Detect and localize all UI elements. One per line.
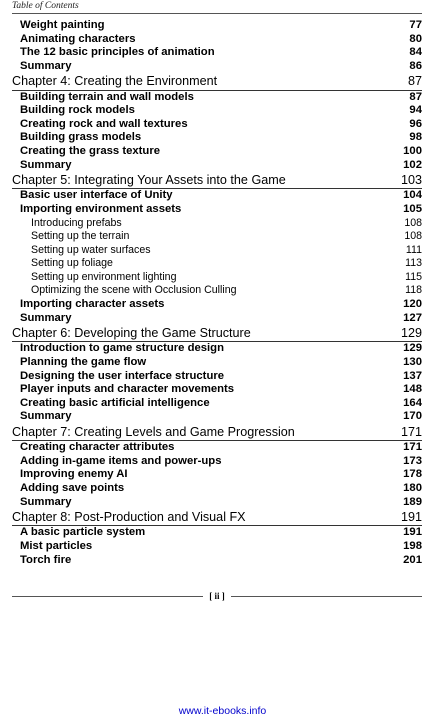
entry-title: Setting up foliage: [31, 257, 113, 270]
entry-title: Importing character assets: [20, 298, 165, 311]
table-of-contents: [12, 19, 422, 567]
section-entry[interactable]: [12, 91, 422, 105]
chapter-entry[interactable]: [12, 73, 422, 90]
section-entry[interactable]: [12, 298, 422, 312]
entry-title: Setting up the terrain: [31, 230, 130, 243]
entry-page-number: 87: [409, 90, 422, 103]
entry-title: Summary: [20, 158, 72, 171]
entry-page-number: 171: [403, 441, 422, 454]
section-entry[interactable]: [12, 46, 422, 60]
running-head: Table of Contents: [12, 1, 79, 11]
section-entry[interactable]: [12, 468, 422, 482]
entry-title: Basic user interface of Unity: [20, 189, 173, 202]
entry-title: Chapter 4: Creating the Environment: [12, 74, 218, 89]
entry-title: Improving enemy AI: [20, 468, 128, 481]
entry-page-number: 170: [403, 410, 422, 423]
entry-page-number: 201: [403, 553, 422, 566]
footer-rule-left: [12, 596, 203, 597]
entry-page-number: 115: [405, 270, 422, 283]
entry-title: The 12 basic principles of animation: [20, 46, 215, 59]
footer-rule-right: [231, 596, 422, 597]
subsection-entry[interactable]: [12, 244, 422, 258]
entry-page-number: 111: [405, 243, 422, 256]
entry-title: Introduction to game structure design: [20, 342, 224, 355]
entry-title: Setting up environment lighting: [31, 270, 177, 283]
entry-page-number: 86: [409, 59, 422, 72]
entry-page-number: 84: [409, 46, 422, 59]
entry-title: Designing the user interface structure: [20, 369, 225, 382]
entry-page-number: 100: [403, 144, 422, 157]
entry-page-number: 180: [403, 481, 422, 494]
subsection-entry[interactable]: [12, 217, 422, 231]
section-entry[interactable]: [12, 397, 422, 411]
entry-title: Summary: [20, 410, 72, 423]
section-entry[interactable]: [12, 19, 422, 33]
section-entry[interactable]: [12, 33, 422, 47]
entry-title: Weight painting: [20, 19, 105, 31]
section-entry[interactable]: [12, 203, 422, 217]
entry-page-number: 94: [409, 104, 422, 117]
entry-title: Importing environment assets: [20, 202, 182, 215]
entry-title: Torch fire: [20, 553, 72, 566]
section-entry[interactable]: [12, 356, 422, 370]
entry-page-number: 108: [404, 230, 422, 243]
entry-title: Creating the grass texture: [20, 144, 160, 157]
entry-title: Animating characters: [20, 32, 136, 45]
entry-page-number: 164: [403, 396, 422, 409]
entry-title: Creating character attributes: [20, 441, 175, 454]
entry-page-number: 118: [405, 284, 422, 297]
chapter-entry[interactable]: [12, 325, 422, 342]
entry-title: Player inputs and character movements: [20, 383, 235, 396]
entry-page-number: 129: [400, 326, 422, 341]
subsection-entry[interactable]: [12, 271, 422, 285]
section-entry[interactable]: [12, 104, 422, 118]
entry-title: Summary: [20, 311, 72, 324]
entry-page-number: 80: [409, 32, 422, 45]
entry-page-number: 137: [403, 369, 422, 382]
section-entry[interactable]: [12, 159, 422, 173]
section-entry[interactable]: [12, 312, 422, 326]
entry-page-number: 87: [407, 74, 422, 89]
entry-title: Creating rock and wall textures: [20, 117, 188, 130]
entry-title: Summary: [20, 495, 72, 508]
entry-page-number: 113: [405, 257, 422, 270]
entry-title: Setting up water surfaces: [31, 243, 151, 256]
entry-page-number: 148: [403, 383, 422, 396]
chapter-entry[interactable]: [12, 424, 422, 441]
entry-page-number: 102: [403, 158, 422, 171]
section-entry[interactable]: [12, 441, 422, 455]
entry-page-number: 171: [400, 425, 422, 439]
subsection-entry[interactable]: [12, 230, 422, 244]
section-entry[interactable]: [12, 455, 422, 469]
chapter-entry[interactable]: [12, 509, 422, 526]
entry-page-number: 105: [403, 202, 422, 215]
section-entry[interactable]: [12, 410, 422, 424]
section-entry[interactable]: [12, 145, 422, 159]
entry-title: A basic particle system: [20, 526, 146, 539]
entry-title: Building terrain and wall models: [20, 90, 194, 103]
chapter-entry[interactable]: [12, 172, 422, 189]
entry-page-number: 191: [403, 526, 422, 539]
section-entry[interactable]: [12, 526, 422, 540]
page-footer: [12, 589, 422, 603]
entry-title: Chapter 7: Creating Levels and Game Progression: [12, 425, 295, 439]
section-entry[interactable]: [12, 60, 422, 74]
entry-page-number: 103: [400, 173, 422, 188]
entry-title: Building grass models: [20, 131, 142, 144]
entry-page-number: 98: [409, 131, 422, 144]
section-entry[interactable]: [12, 342, 422, 356]
entry-page-number: 77: [409, 19, 422, 31]
entry-title: Introducing prefabs: [31, 216, 122, 229]
section-entry[interactable]: [12, 554, 422, 568]
entry-title: Mist particles: [20, 539, 93, 552]
entry-title: Optimizing the scene with Occlusion Culling: [31, 284, 237, 297]
section-entry[interactable]: [12, 540, 422, 554]
entry-title: Chapter 8: Post-Production and Visual FX: [12, 510, 246, 525]
entry-title: Creating basic artificial intelligence: [20, 396, 210, 409]
entry-page-number: 191: [400, 510, 422, 525]
entry-page-number: 189: [403, 495, 422, 508]
entry-title: Summary: [20, 59, 72, 72]
section-entry[interactable]: [12, 482, 422, 496]
entry-title: Building rock models: [20, 104, 135, 117]
entry-page-number: 108: [404, 216, 422, 229]
section-entry[interactable]: [12, 370, 422, 384]
entry-page-number: 127: [403, 311, 422, 324]
section-entry[interactable]: [12, 383, 422, 397]
entry-title: Chapter 5: Integrating Your Assets into the Game: [12, 173, 286, 188]
watermark-link[interactable]: www.it-ebooks.info: [178, 705, 267, 717]
section-entry[interactable]: [12, 496, 422, 510]
entry-title: Planning the game flow: [20, 356, 147, 369]
entry-page-number: 120: [403, 298, 422, 311]
entry-page-number: 129: [403, 342, 422, 355]
entry-title: Adding in-game items and power-ups: [20, 454, 222, 467]
entry-page-number: 178: [403, 468, 422, 481]
section-entry[interactable]: [12, 118, 422, 132]
entry-title: Chapter 6: Developing the Game Structure: [12, 326, 251, 341]
entry-page-number: 130: [403, 356, 422, 369]
section-entry[interactable]: [12, 189, 422, 203]
entry-page-number: 198: [403, 539, 422, 552]
entry-title: Adding save points: [20, 481, 125, 494]
section-entry[interactable]: [12, 131, 422, 145]
subsection-entry[interactable]: [12, 284, 422, 298]
header-rule: [12, 13, 422, 14]
page-number: [ ii ]: [209, 591, 225, 601]
subsection-entry[interactable]: [12, 257, 422, 271]
entry-page-number: 104: [403, 189, 422, 202]
entry-page-number: 96: [409, 117, 422, 130]
entry-page-number: 173: [403, 454, 422, 467]
